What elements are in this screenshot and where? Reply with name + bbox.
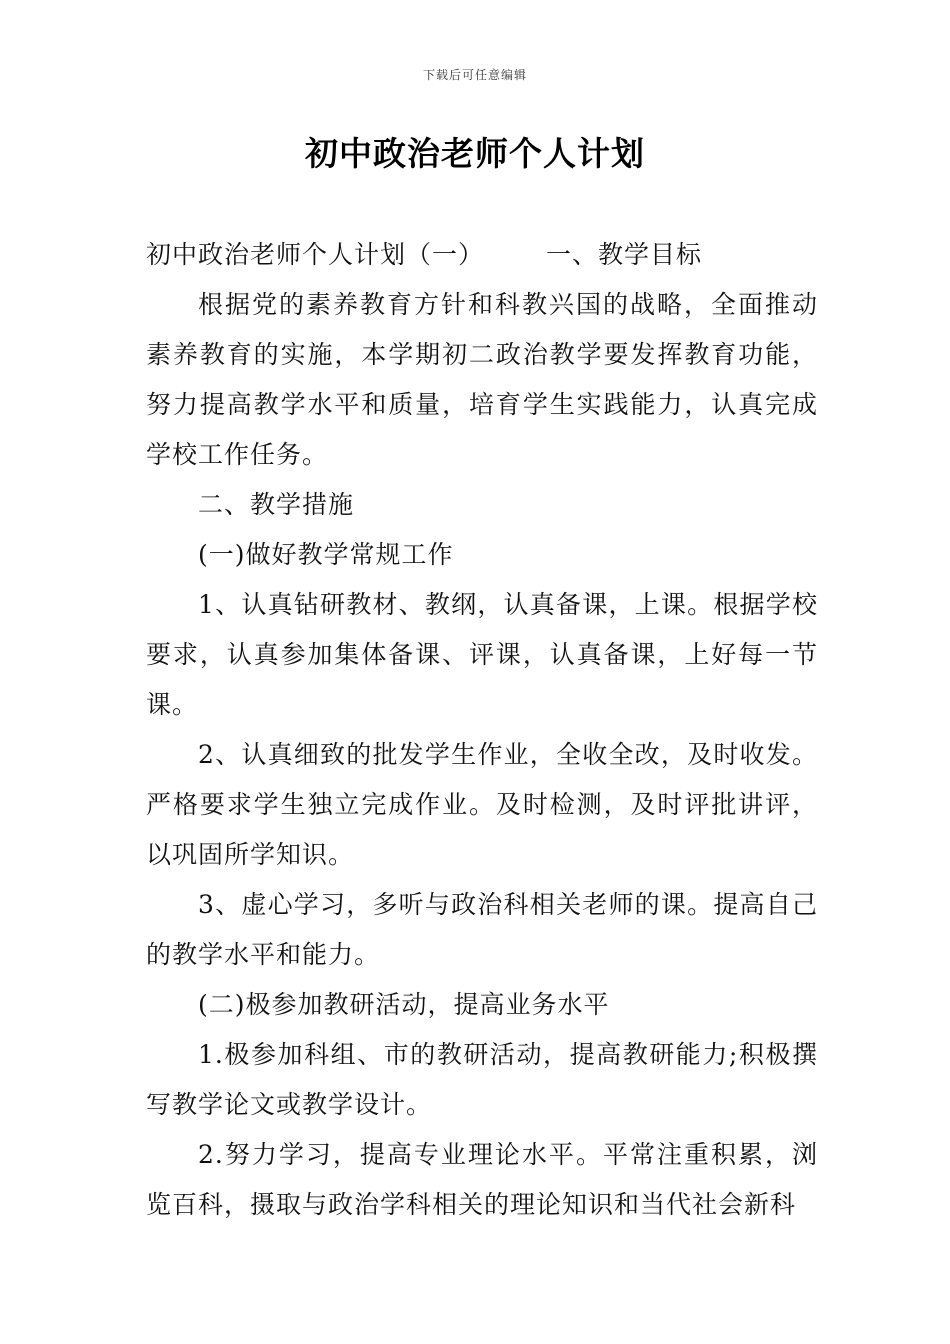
document-body — [146, 230, 818, 1230]
header-note: 下载后可任意编辑 — [422, 68, 527, 82]
paragraph-research-1: 1.极参加科组、市的教研活动，提高教研能力;积极撰写教学论文或教学设计。 — [146, 1040, 818, 1119]
paragraph-item-3: 3、虚心学习，多听与政治科相关老师的课。提高自己的教学水平和能力。 — [146, 890, 818, 969]
subsection-heading-routine: (一)做好教学常规工作 — [198, 540, 454, 569]
paragraph-goal: 根据党的素养教育方针和科教兴国的战略，全面推动素养教育的实施，本学期初二政治教学要发挥教育功能，努力提高教学水平和质量，培育学生实践能力，认真完成学校工作任务。 — [146, 290, 818, 469]
intro-subtitle: 初中政治老师个人计划（一） — [146, 240, 485, 269]
subsection-heading-research: (二)极参加教研活动，提高业务水平 — [198, 990, 610, 1019]
paragraph-research-2: 2.努力学习，提高专业理论水平。平常注重积累，浏览百科，摄取与政治学科相关的理论知识和当代社会新科 — [146, 1140, 818, 1219]
intro-section-heading: 一、教学目标 — [546, 240, 703, 269]
intro-line — [146, 230, 818, 280]
paragraph-item-1: 1、认真钻研教材、教纲，认真备课，上课。根据学校要求，认真参加集体备课、评课，认真备课，上好每一节课。 — [146, 590, 818, 719]
section-heading-measures: 二、教学措施 — [198, 490, 355, 519]
document-title: 初中政治老师个人计划 — [305, 134, 645, 173]
paragraph-item-2: 2、认真细致的批发学生作业，全收全改，及时收发。严格要求学生独立完成作业。及时检测，及时评批讲评，以巩固所学知识。 — [146, 740, 818, 869]
